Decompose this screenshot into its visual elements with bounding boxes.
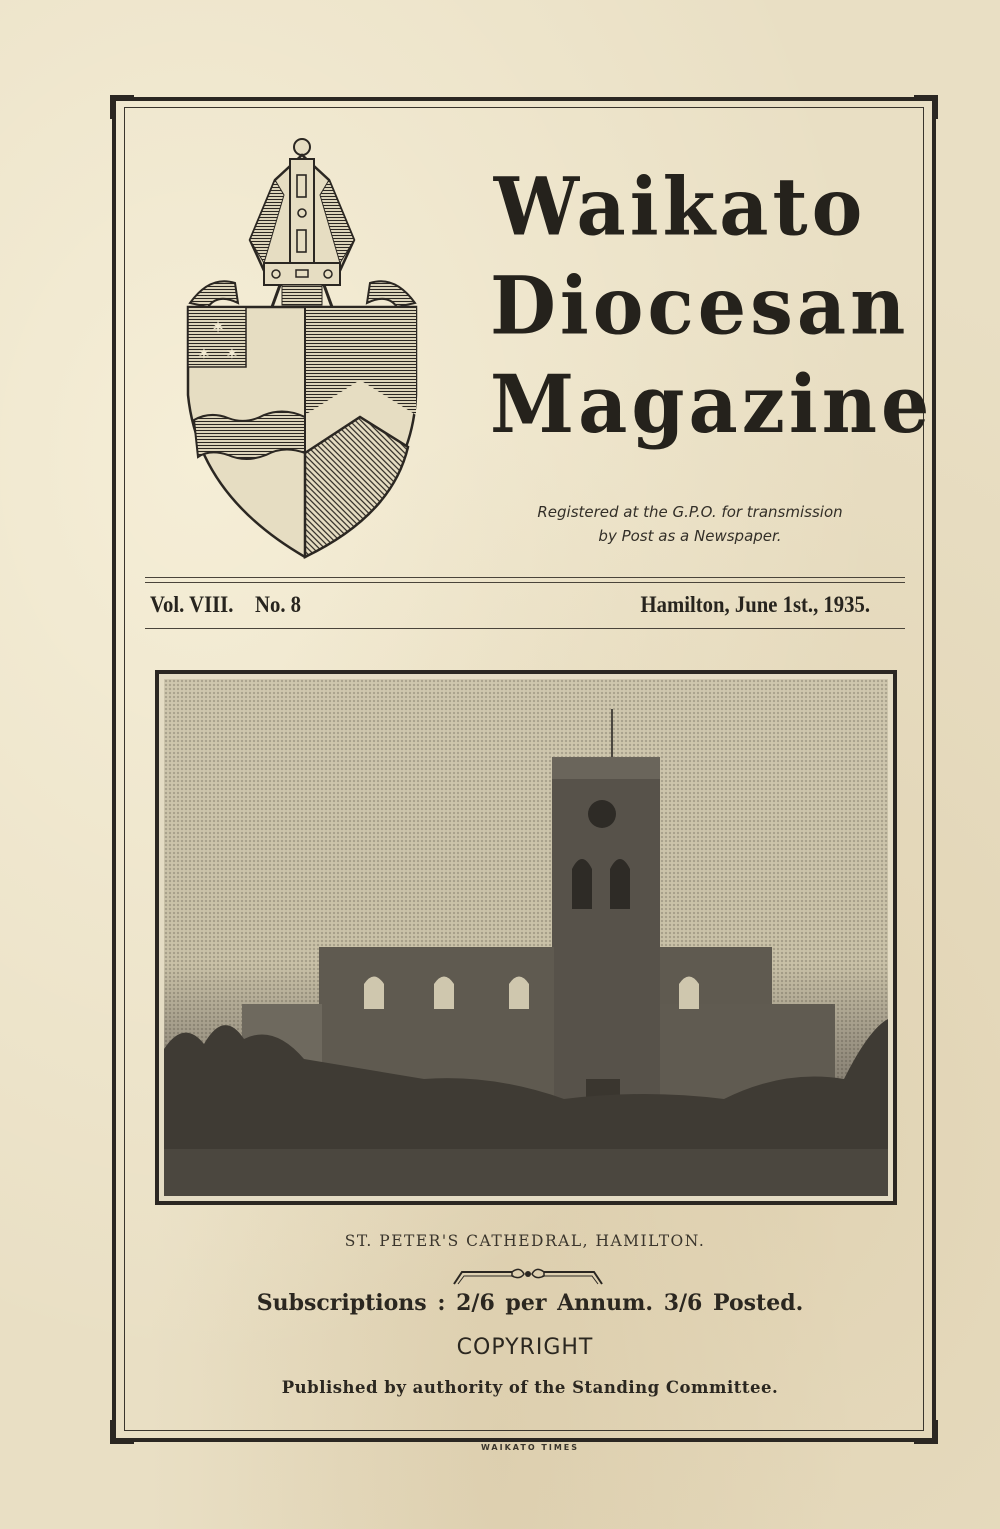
issue-info-bar <box>150 592 870 618</box>
place-date: Hamilton, June 1st., 1935. <box>640 592 870 617</box>
registration-line-2: by Post as a Newspaper. <box>598 527 782 545</box>
copyright-notice: COPYRIGHT <box>456 1335 594 1360</box>
divider-rule <box>145 582 905 583</box>
publisher-authority: Published by authority of the Standing Committee. <box>281 1378 779 1397</box>
printer-credit: WAIKATO TIMES <box>480 1443 580 1452</box>
border-corner-ornament <box>110 1420 134 1444</box>
cathedral-photo-frame <box>155 670 897 1205</box>
border-corner-ornament <box>914 1420 938 1444</box>
decorative-flourish-icon <box>452 1264 604 1286</box>
diocesan-crest-icon <box>180 135 425 560</box>
cathedral-photo <box>164 679 888 1196</box>
issue-number: No. 8 <box>255 592 302 617</box>
svg-text:✶: ✶ <box>210 317 226 338</box>
photo-caption: ST. PETER'S CATHEDRAL, HAMILTON. <box>344 1232 706 1250</box>
border-corner-ornament <box>914 95 938 119</box>
volume: Vol. VIII. <box>150 592 234 617</box>
registration-line-1: Registered at the G.P.O. for transmission <box>537 503 843 521</box>
volume-number <box>150 592 323 618</box>
divider-rule <box>145 577 905 578</box>
border-corner-ornament <box>110 95 134 119</box>
subscription-rates: Subscriptions : 2/6 per Annum. 3/6 Posted. <box>256 1290 804 1316</box>
postal-registration-note <box>480 500 900 548</box>
title-line-2: Diocesan <box>490 258 910 353</box>
title-line-1: Waikato <box>493 160 867 254</box>
svg-text:✶: ✶ <box>225 344 239 363</box>
title-line-3: Magazine <box>490 357 934 451</box>
svg-text:✶: ✶ <box>197 344 211 363</box>
cathedral-image-icon <box>164 679 888 1196</box>
magazine-title <box>490 158 934 454</box>
divider-rule <box>145 628 905 629</box>
